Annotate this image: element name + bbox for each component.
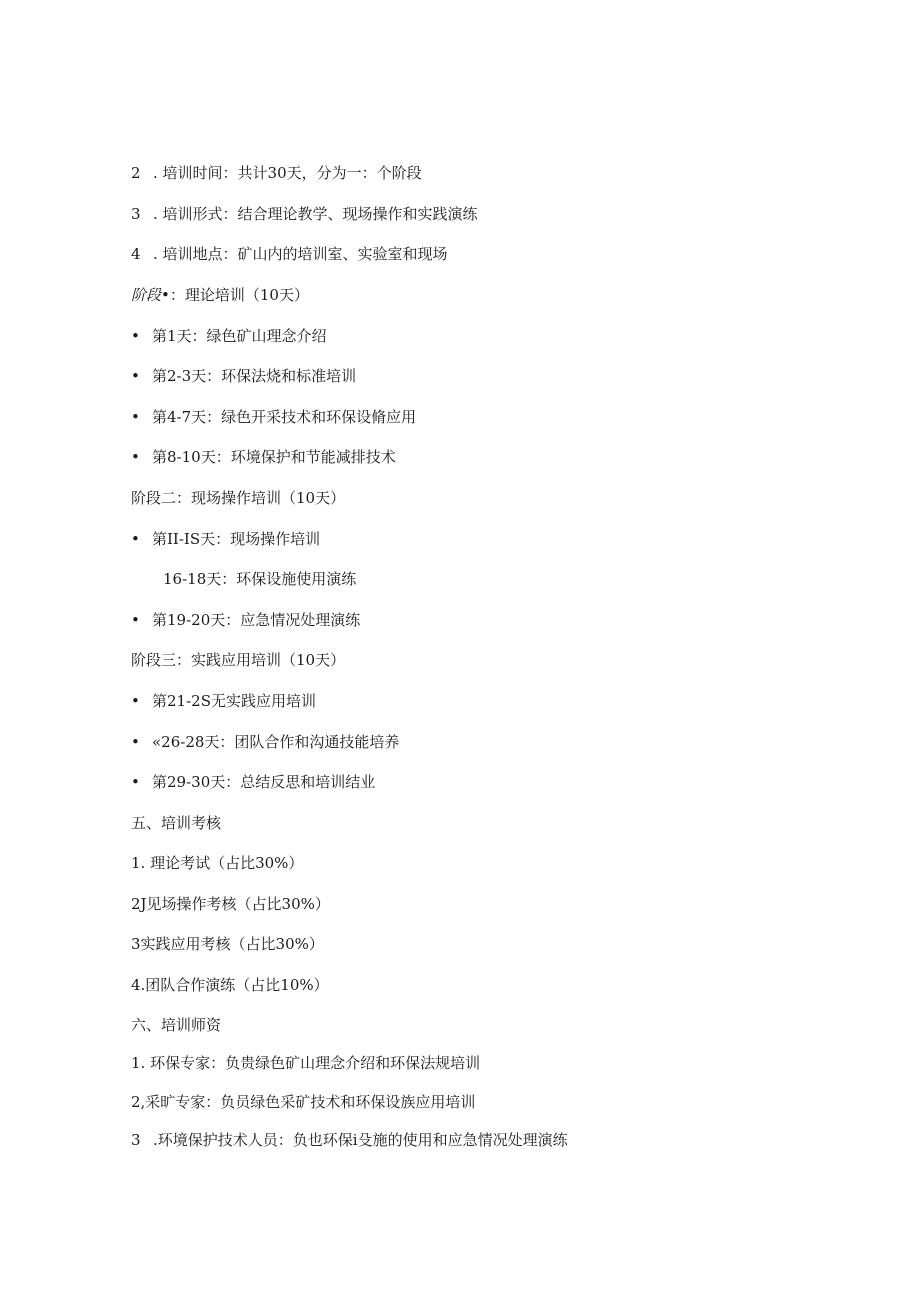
stage-title: ：理论培训（10天） [169,286,309,304]
bullet-icon: • [131,530,140,548]
instructor-item [131,1092,475,1112]
instructor-text: .环境保护技术人员：负也环保i殳施的使用和应急情况处理演练 [153,1131,568,1149]
list-item-text: 第1天：绿色矿山理念介绍 [152,327,327,345]
list-item-text: 第19-20天：应急情况处理演练 [152,611,361,629]
list-item [131,610,360,630]
section-title: 六、培训师资 [131,1016,222,1034]
list-item-text: 第2-3天：环保法烧和标准培训 [152,367,357,385]
item-text: . 培训时间：共计30天，分为一：个阶段 [153,164,422,182]
list-item-text: «26-28天：团队合作和沟通技能培养 [152,733,400,751]
list-item [131,691,316,711]
list-item [131,366,356,386]
item-training-form [131,204,478,224]
instructor-text: 1. 环保专家：负贵绿色矿山理念介绍和环保法规培训 [131,1054,481,1072]
item-training-time [131,163,422,183]
stage-prefix: 阶段• [131,286,170,304]
list-item-text: 第II-IS天：现场操作培训 [152,530,321,548]
list-item-text: 第4-7天：绿色开采技术和环保设脩应用 [152,408,417,426]
list-item [131,447,396,467]
item-text: . 培训地点：矿山内的培训室、实验室和现场 [153,245,448,263]
list-item [131,772,375,792]
item-number: 3 [131,1131,141,1149]
list-item-text: 16-18天：环保设施使用演练 [163,570,357,588]
instructor-item [131,1130,568,1150]
bullet-icon: • [131,611,140,629]
list-item [131,326,327,346]
section-heading-assessment [131,813,221,833]
bullet-icon: • [131,367,140,385]
bullet-icon: • [131,692,140,710]
bullet-icon: • [131,408,140,426]
stage-three-heading [131,650,345,670]
list-item [131,529,320,549]
assessment-item [131,894,330,914]
item-number: 2 [131,164,141,182]
item-number: 3 [131,205,141,223]
section-title: 五、培训考核 [131,814,222,832]
assessment-text: 2J见场操作考核（占比30%） [131,895,330,913]
bullet-icon: • [131,733,140,751]
section-heading-instructors [131,1015,221,1035]
bullet-icon: • [131,327,140,345]
assessment-text: 4.团队合作演练（占比10%） [131,976,329,994]
list-item [131,732,399,752]
stage-one-heading [131,285,309,305]
assessment-item [131,934,324,954]
assessment-item [131,975,329,995]
assessment-text: 1. 理论考试（占比30%） [131,854,304,872]
item-text: . 培训形式：结合理论教学、现场操作和实践演练 [153,205,478,223]
bullet-icon: • [131,448,140,466]
item-training-location [131,244,448,264]
assessment-item [131,853,303,873]
list-item-text: 第29-30天：总结反思和培训结业 [152,773,376,791]
list-item-text: 第21-2S无实践应用培训 [152,692,316,710]
assessment-text: 3实践应用考核（占比30%） [131,935,324,953]
instructor-item [131,1053,480,1073]
instructor-text: 2,采旷专家：负员绿色采矿技术和环保设族应用培训 [131,1093,476,1111]
stage-title: 阶段二：现场操作培训（10天） [131,489,346,507]
list-item [163,569,356,589]
stage-title: 阶段三：实践应用培训（10天） [131,651,346,669]
stage-two-heading [131,488,345,508]
list-item [131,407,416,427]
list-item-text: 第8-10天：环境保护和节能减排技术 [152,448,396,466]
item-number: 4 [131,245,141,263]
bullet-icon: • [131,773,140,791]
